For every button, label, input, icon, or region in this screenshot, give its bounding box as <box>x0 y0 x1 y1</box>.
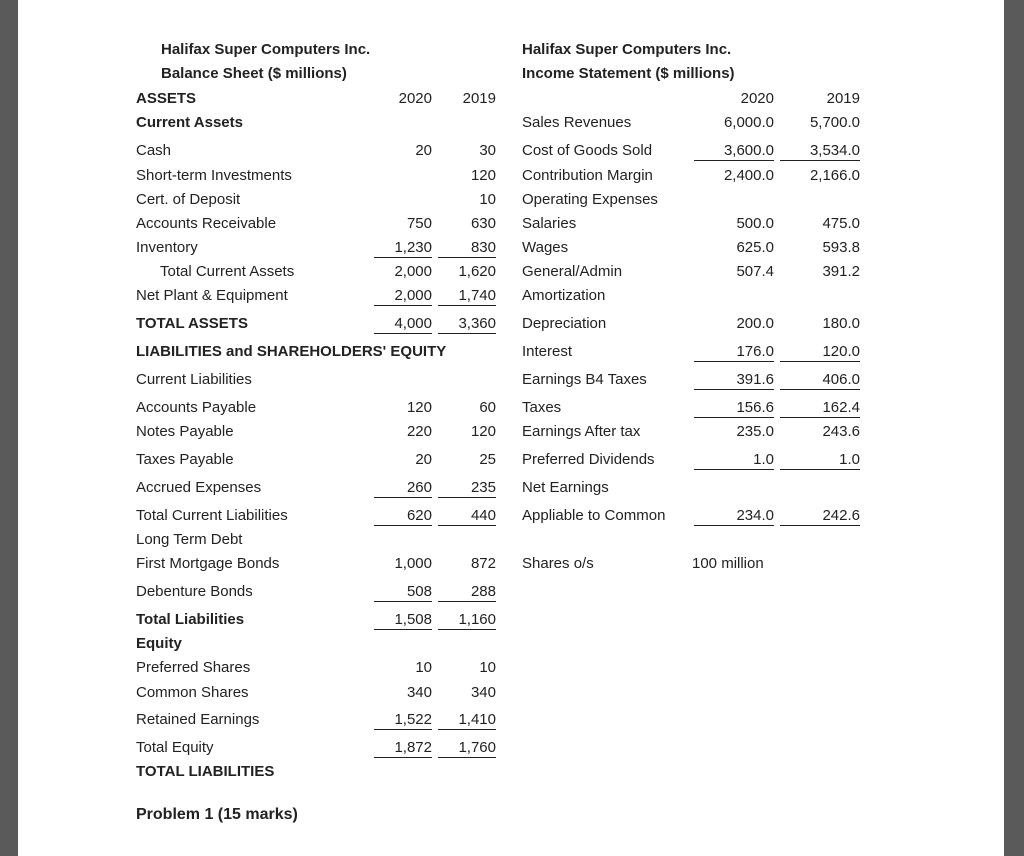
bs-row-2020: 1,230 <box>374 239 432 258</box>
bs-liab-2020: 260 <box>374 479 432 498</box>
bs-current-liab-heading: Current Liabilities <box>136 371 252 388</box>
is-row-label: Earnings B4 Taxes <box>522 371 647 388</box>
is-row-2019: 3,534.0 <box>780 142 860 161</box>
bs-ltd-heading: Long Term Debt <box>136 531 243 548</box>
bs-row-2020: 4,000 <box>374 315 432 334</box>
is-shares-label: Shares o/s <box>522 555 594 572</box>
bs-current-assets-heading: Current Assets <box>136 114 243 131</box>
bs-equity-2020: 10 <box>415 659 432 676</box>
is-row-2019: 391.2 <box>822 263 860 280</box>
bs-row-label: TOTAL ASSETS <box>136 315 248 332</box>
bs-equity-label: Common Shares <box>136 684 249 701</box>
bs-equity-label: Total Equity <box>136 739 214 756</box>
is-row-label: Earnings After tax <box>522 423 641 440</box>
bs-ltd-label: Debenture Bonds <box>136 583 253 600</box>
bs-total-liabilities-label: TOTAL LIABILITIES <box>136 763 275 780</box>
bs-row-2020: 2,000 <box>394 263 432 280</box>
bs-row-label: Cert. of Deposit <box>136 191 241 208</box>
bs-liab-2019: 60 <box>479 399 496 416</box>
bs-liab-label: Total Current Liabilities <box>136 507 288 524</box>
is-shares-value: 100 million <box>692 555 764 572</box>
is-row-label: Net Earnings <box>522 479 609 496</box>
bs-liab-2019: 440 <box>438 507 496 526</box>
bs-row-label: Cash <box>136 142 172 159</box>
bs-liab-label: Taxes Payable <box>136 451 234 468</box>
bs-liab-label: Notes Payable <box>136 423 234 440</box>
is-row-2020: 2,400.0 <box>723 167 774 184</box>
bs-ltd-label: First Mortgage Bonds <box>136 555 280 572</box>
is-row-label: Operating Expenses <box>522 191 658 208</box>
is-row-2020: 3,600.0 <box>694 142 774 161</box>
is-row-2019: 593.8 <box>822 239 860 256</box>
bs-liab-2020: 120 <box>406 399 432 416</box>
bs-row-2020: 750 <box>406 215 432 232</box>
bs-col-2020: 2020 <box>398 90 432 107</box>
is-row-label: Cost of Goods Sold <box>522 142 653 159</box>
bs-ltd-label: Total Liabilities <box>136 611 245 628</box>
is-row-2019: 1.0 <box>780 451 860 470</box>
is-row-2019: 243.6 <box>822 423 860 440</box>
bs-ltd-2019: 872 <box>470 555 496 572</box>
bs-liab-2019: 25 <box>479 451 496 468</box>
bs-row-label: Net Plant & Equipment <box>136 287 288 304</box>
is-row-2019: 5,700.0 <box>809 114 860 131</box>
is-row-label: Salaries <box>522 215 577 232</box>
bs-equity-2019: 10 <box>479 659 496 676</box>
bs-ltd-2020: 508 <box>374 583 432 602</box>
bs-ltd-2020: 1,508 <box>374 611 432 630</box>
is-row-2020: 156.6 <box>694 399 774 418</box>
bs-equity-2020: 1,872 <box>374 739 432 758</box>
bs-equity-2019: 1,760 <box>438 739 496 758</box>
bs-liab-2019: 120 <box>470 423 496 440</box>
bs-equity-2020: 1,522 <box>374 711 432 730</box>
bs-row-2019: 830 <box>438 239 496 258</box>
bs-equity-2020: 340 <box>406 684 432 701</box>
is-row-label: Interest <box>522 343 573 360</box>
is-row-2020: 234.0 <box>694 507 774 526</box>
is-row-label: Amortization <box>522 287 606 304</box>
bs-row-label: Inventory <box>136 239 198 256</box>
is-row-2020: 625.0 <box>736 239 774 256</box>
bs-row-label: Accounts Receivable <box>136 215 277 232</box>
document-page <box>18 0 1004 856</box>
is-title-statement: Income Statement ($ millions) <box>522 65 735 82</box>
is-row-2019: 406.0 <box>780 371 860 390</box>
is-row-label: Preferred Dividends <box>522 451 655 468</box>
bs-row-2019: 120 <box>470 167 496 184</box>
bs-equity-2019: 1,410 <box>438 711 496 730</box>
is-title-company: Halifax Super Computers Inc. <box>522 41 732 58</box>
is-row-label: General/Admin <box>522 263 623 280</box>
is-row-2020: 235.0 <box>736 423 774 440</box>
is-row-2020: 200.0 <box>736 315 774 332</box>
bs-liab-heading: LIABILITIES and SHAREHOLDERS' EQUITY <box>136 343 447 360</box>
bs-equity-heading: Equity <box>136 635 182 652</box>
bs-row-label: Total Current Assets <box>160 263 295 280</box>
is-row-2020: 176.0 <box>694 343 774 362</box>
is-row-label: Depreciation <box>522 315 607 332</box>
is-row-label: Taxes <box>522 399 562 416</box>
bs-row-2019: 30 <box>479 142 496 159</box>
bs-liab-label: Accrued Expenses <box>136 479 262 496</box>
bs-row-label: Short-term Investments <box>136 167 292 184</box>
is-row-2020: 1.0 <box>694 451 774 470</box>
bs-row-2019: 630 <box>470 215 496 232</box>
bs-liab-2020: 620 <box>374 507 432 526</box>
is-row-label: Sales Revenues <box>522 114 632 131</box>
bs-row-2020: 2,000 <box>374 287 432 306</box>
bs-row-2019: 1,740 <box>438 287 496 306</box>
bs-col-2019: 2019 <box>462 90 496 107</box>
bs-liab-2020: 20 <box>415 451 432 468</box>
is-row-2019: 180.0 <box>822 315 860 332</box>
is-row-2019: 242.6 <box>780 507 860 526</box>
bs-row-2019: 10 <box>479 191 496 208</box>
bs-row-2019: 1,620 <box>458 263 496 280</box>
is-row-2020: 6,000.0 <box>723 114 774 131</box>
bs-equity-label: Retained Earnings <box>136 711 260 728</box>
is-row-2020: 391.6 <box>694 371 774 390</box>
bs-liab-2020: 220 <box>406 423 432 440</box>
bs-ltd-2019: 288 <box>438 583 496 602</box>
bs-row-2019: 3,360 <box>438 315 496 334</box>
bs-ltd-2020: 1,000 <box>394 555 432 572</box>
bs-liab-2019: 235 <box>438 479 496 498</box>
is-row-2019: 162.4 <box>780 399 860 418</box>
bs-assets-heading: ASSETS <box>136 90 197 107</box>
is-col-2020: 2020 <box>740 90 774 107</box>
bs-row-2020: 20 <box>415 142 432 159</box>
bs-equity-label: Preferred Shares <box>136 659 251 676</box>
is-row-label: Wages <box>522 239 569 256</box>
problem-label: Problem 1 (15 marks) <box>136 806 298 823</box>
is-row-2019: 475.0 <box>822 215 860 232</box>
is-row-2020: 500.0 <box>736 215 774 232</box>
bs-title-statement: Balance Sheet ($ millions) <box>161 65 347 82</box>
is-row-2019: 120.0 <box>780 343 860 362</box>
bs-equity-2019: 340 <box>470 684 496 701</box>
is-row-label: Appliable to Common <box>522 507 666 524</box>
is-row-2019: 2,166.0 <box>809 167 860 184</box>
bs-liab-label: Accounts Payable <box>136 399 257 416</box>
is-row-label: Contribution Margin <box>522 167 653 184</box>
is-col-2019: 2019 <box>826 90 860 107</box>
bs-ltd-2019: 1,160 <box>438 611 496 630</box>
bs-title-company: Halifax Super Computers Inc. <box>161 41 371 58</box>
is-row-2020: 507.4 <box>736 263 774 280</box>
